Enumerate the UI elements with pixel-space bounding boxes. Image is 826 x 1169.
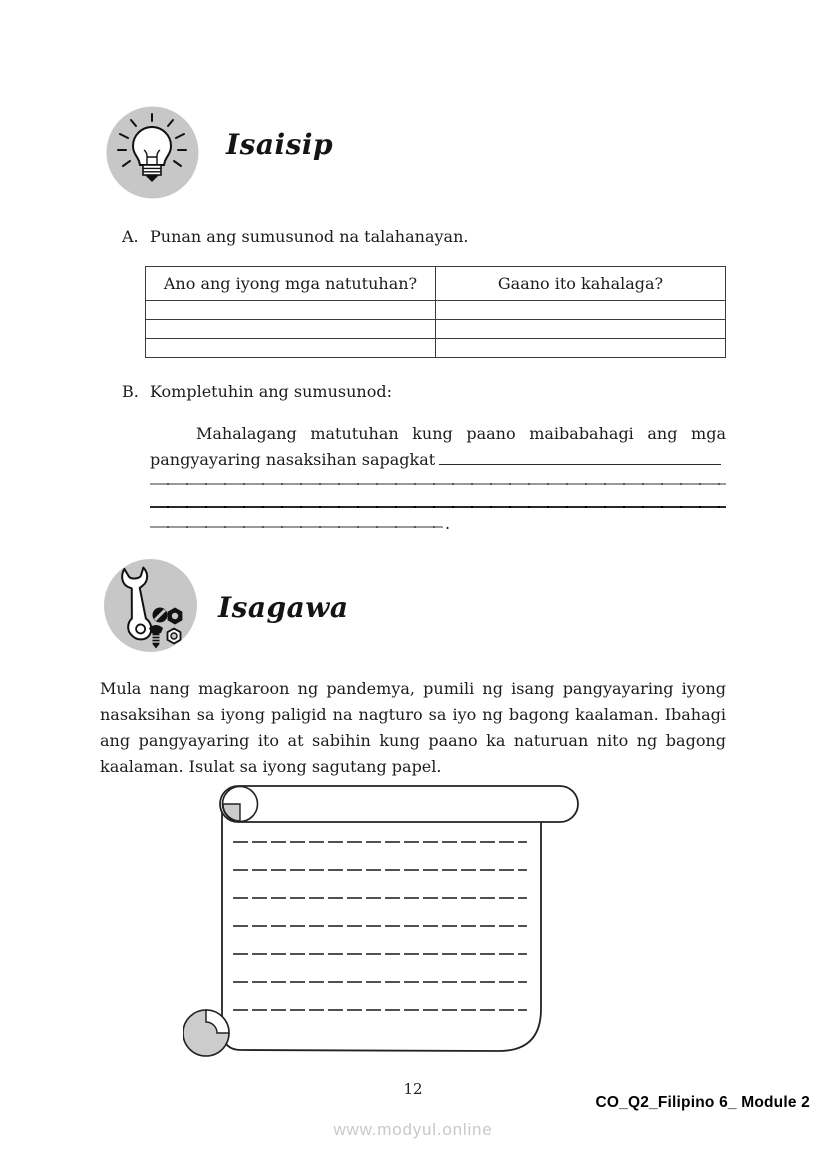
table-header-kahalaga: Gaano ito kahalaga? xyxy=(436,267,726,301)
learning-table xyxy=(145,266,726,358)
fill-in-blank-line-last xyxy=(150,514,451,533)
table-row xyxy=(146,339,726,358)
light-bulb-icon xyxy=(105,105,200,200)
fill-in-blank-inline xyxy=(439,450,721,465)
item-b-letter: B. xyxy=(122,382,139,401)
fill-in-blank-line xyxy=(150,483,726,485)
module-label: CO_Q2_Filipino 6_ Module 2 xyxy=(595,1094,810,1111)
item-b-text: Kompletuhin ang sumusunod: xyxy=(150,382,392,401)
page-number: 12 xyxy=(403,1080,423,1098)
item-b-paragraph-text: Mahalagang matutuhan kung paano maibabahagi ang mga pangyayaring nasaksihan sapagkat xyxy=(150,424,726,469)
scroll-paper-graphic xyxy=(183,783,583,1072)
isagawa-heading: Isagawa xyxy=(218,591,349,624)
wrench-icon xyxy=(103,558,198,653)
table-header-natutuhan: Ano ang iyong mga natutuhan? xyxy=(146,267,436,301)
table-header-row xyxy=(146,267,726,301)
item-a-text: Punan ang sumusunod na talahanayan. xyxy=(150,227,469,246)
item-a-letter: A. xyxy=(122,227,139,246)
table-row xyxy=(146,320,726,339)
item-b-paragraph xyxy=(150,421,726,473)
fill-in-blank-line xyxy=(150,526,443,528)
item-b xyxy=(122,381,732,402)
item-a xyxy=(122,226,732,247)
isagawa-instructions: Mula nang magkaroon ng pandemya, pumili ng isang pangyayaring iyong nasaksihan sa iyong paligid na nagturo sa iyo ng bagong kaalaman. Ibahagi ang pangyayaring ito at sabihin kung paano ka naturuan nito ng bagong kaalaman. Isulat sa iyong sagutang papel. xyxy=(100,679,726,776)
table-row xyxy=(146,301,726,320)
fill-in-blank-line xyxy=(150,506,726,508)
sentence-period: . xyxy=(445,514,451,533)
watermark-url: www.modyul.online xyxy=(333,1120,493,1139)
isaisip-heading: Isaisip xyxy=(226,128,334,161)
